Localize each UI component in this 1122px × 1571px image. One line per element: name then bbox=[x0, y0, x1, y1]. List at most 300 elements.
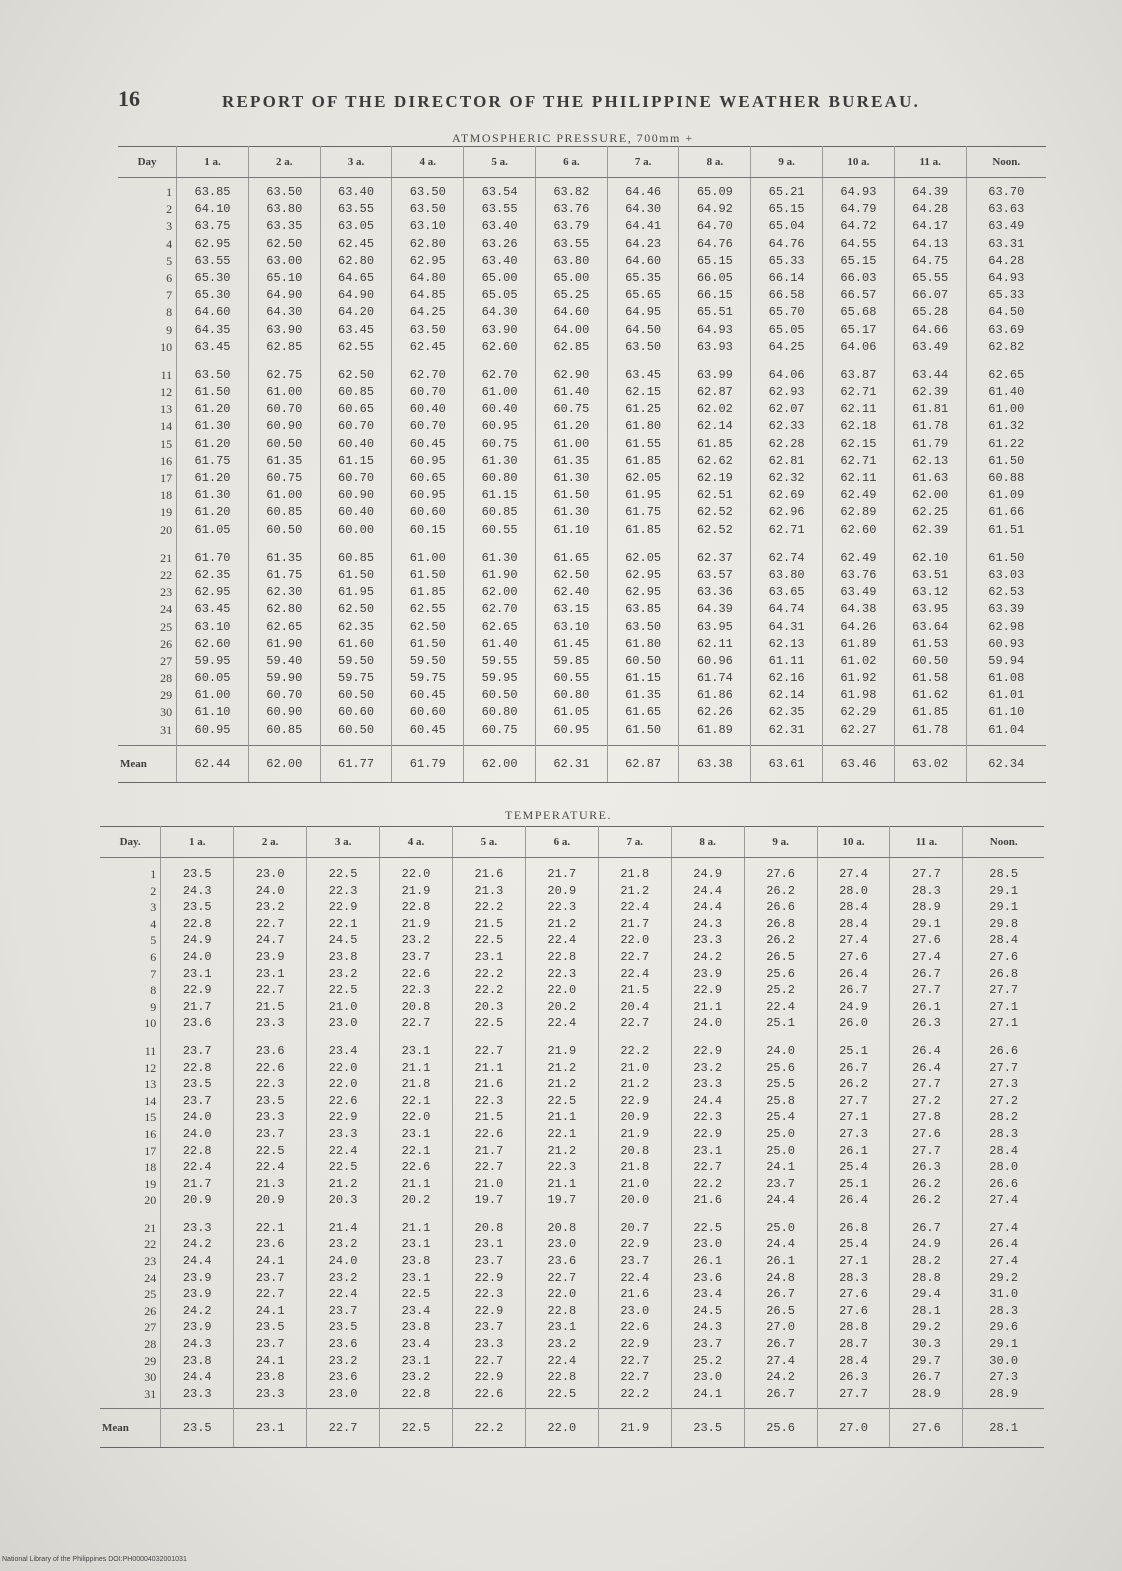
table-cell: 61.65 bbox=[625, 705, 662, 720]
table-cell: 24.7 bbox=[255, 933, 285, 948]
day-number: 10 bbox=[144, 1016, 157, 1031]
day-number: 10 bbox=[160, 339, 173, 354]
table-cell: 62.70 bbox=[409, 367, 446, 382]
table-cell: 60.50 bbox=[266, 436, 303, 451]
table-cell: 21.9 bbox=[401, 916, 431, 931]
table-cell: 23.0 bbox=[693, 1370, 723, 1385]
table-cell: 20.8 bbox=[401, 999, 431, 1014]
table-cell: 64.30 bbox=[266, 305, 303, 320]
table-cell: 27.4 bbox=[766, 1353, 795, 1368]
table-cell: 66.03 bbox=[840, 270, 877, 285]
table-cell: 61.30 bbox=[553, 471, 590, 485]
table-cell: 59.50 bbox=[338, 653, 375, 668]
table-cell: 23.6 bbox=[693, 1270, 723, 1285]
table-cell: 28.4 bbox=[839, 900, 868, 915]
table-cell: 61.30 bbox=[553, 505, 590, 520]
table-cell: 24.4 bbox=[766, 1193, 795, 1208]
table-cell: 60.70 bbox=[409, 385, 446, 400]
table-cell: 26.3 bbox=[912, 1160, 941, 1175]
table-cell: 60.15 bbox=[409, 522, 446, 537]
table-cell: 60.60 bbox=[409, 505, 446, 520]
table-cell: 61.40 bbox=[481, 636, 518, 651]
table-cell: 27.1 bbox=[839, 1110, 868, 1125]
table-cell: 62.90 bbox=[553, 367, 590, 382]
table-cell: 22.8 bbox=[182, 1060, 212, 1075]
table-cell: 25.0 bbox=[766, 1143, 795, 1158]
table-cell: 22.7 bbox=[255, 916, 285, 931]
pressure-columns-5-column bbox=[535, 178, 607, 746]
temperature-columns-9-column bbox=[817, 858, 890, 1409]
day-number: 4 bbox=[150, 916, 157, 931]
table-cell: 23.7 bbox=[328, 1303, 358, 1318]
table-cell: 22.5 bbox=[255, 1143, 285, 1158]
table-cell: 19.7 bbox=[474, 1193, 504, 1208]
pressure-columns-0-column bbox=[177, 178, 249, 746]
table-cell: 61.80 bbox=[625, 419, 662, 434]
pressure-header-9: 9 a. bbox=[751, 147, 823, 178]
day-number: 1 bbox=[150, 867, 157, 881]
table-cell: 28.2 bbox=[912, 1254, 941, 1269]
table-cell: 22.7 bbox=[620, 1353, 650, 1368]
mean-value: 23.1 bbox=[234, 1409, 307, 1448]
table-cell: 62.50 bbox=[338, 602, 375, 617]
pressure-header-4: 4 a. bbox=[392, 147, 464, 178]
mean-value: 63.02 bbox=[894, 745, 966, 782]
table-cell: 20.8 bbox=[547, 1220, 577, 1235]
table-cell: 59.75 bbox=[338, 671, 375, 686]
table-cell: 61.20 bbox=[553, 419, 590, 434]
table-cell: 62.11 bbox=[840, 402, 877, 417]
table-cell: 62.62 bbox=[696, 453, 733, 468]
table-cell: 22.0 bbox=[401, 867, 431, 881]
table-cell: 63.40 bbox=[481, 253, 518, 268]
table-cell: 60.80 bbox=[553, 688, 590, 703]
table-cell: 26.1 bbox=[912, 999, 941, 1014]
table-cell: 22.8 bbox=[401, 1386, 431, 1401]
table-cell: 62.40 bbox=[553, 585, 590, 600]
table-cell: 23.3 bbox=[182, 1220, 212, 1235]
table-cell: 61.95 bbox=[625, 488, 662, 503]
table-cell: 61.22 bbox=[988, 436, 1025, 451]
table-cell: 29.1 bbox=[989, 883, 1019, 898]
table-cell: 21.2 bbox=[547, 1060, 577, 1075]
table-cell: 21.7 bbox=[474, 1143, 504, 1158]
pressure-header-12: Noon. bbox=[966, 147, 1046, 178]
mean-value: 22.2 bbox=[452, 1409, 525, 1448]
table-cell: 60.50 bbox=[912, 653, 949, 668]
table-cell: 60.50 bbox=[338, 688, 375, 703]
mean-value: 63.61 bbox=[751, 745, 823, 782]
day-number: 24 bbox=[144, 1270, 157, 1285]
table-cell: 65.00 bbox=[481, 270, 518, 285]
temperature-header-6: 6 a. bbox=[525, 827, 598, 858]
table-cell: 61.40 bbox=[553, 385, 590, 400]
table-cell: 29.4 bbox=[912, 1287, 941, 1302]
table-cell: 63.55 bbox=[338, 202, 375, 217]
table-cell: 60.95 bbox=[409, 453, 446, 468]
table-cell: 22.7 bbox=[474, 1160, 504, 1175]
day-number: 19 bbox=[144, 1176, 157, 1191]
table-cell: 22.1 bbox=[328, 916, 358, 931]
table-cell: 60.40 bbox=[338, 505, 375, 520]
table-cell: 66.14 bbox=[768, 270, 805, 285]
table-cell: 61.10 bbox=[194, 705, 231, 720]
table-cell: 23.1 bbox=[401, 1237, 431, 1252]
table-cell: 21.5 bbox=[474, 1110, 504, 1125]
table-cell: 24.4 bbox=[693, 883, 723, 898]
table-cell: 22.5 bbox=[547, 1386, 577, 1401]
table-cell: 24.4 bbox=[182, 1370, 212, 1385]
table-cell: 23.2 bbox=[328, 1270, 358, 1285]
table-cell: 61.00 bbox=[266, 488, 303, 503]
table-cell: 23.6 bbox=[182, 1016, 212, 1031]
table-cell: 63.76 bbox=[840, 567, 877, 582]
table-cell: 62.74 bbox=[768, 550, 805, 565]
table-cell: 26.6 bbox=[989, 1176, 1019, 1191]
table-cell: 60.96 bbox=[696, 653, 733, 668]
table-cell: 62.15 bbox=[625, 385, 662, 400]
day-number: 23 bbox=[160, 585, 173, 600]
table-cell: 61.00 bbox=[553, 436, 590, 451]
table-cell: 64.60 bbox=[194, 305, 231, 320]
day-number: 15 bbox=[160, 436, 173, 451]
table-cell: 23.0 bbox=[547, 1237, 577, 1252]
table-cell: 22.5 bbox=[328, 1160, 358, 1175]
table-cell: 63.49 bbox=[912, 339, 949, 354]
table-cell: 21.1 bbox=[547, 1110, 577, 1125]
table-cell: 63.49 bbox=[988, 219, 1025, 234]
table-cell: 22.4 bbox=[547, 933, 577, 948]
table-cell: 63.57 bbox=[696, 567, 733, 582]
table-cell: 62.50 bbox=[553, 567, 590, 582]
table-cell: 21.9 bbox=[401, 883, 431, 898]
table-cell: 62.50 bbox=[266, 236, 303, 251]
table-cell: 61.15 bbox=[338, 453, 375, 468]
table-cell: 61.90 bbox=[266, 636, 303, 651]
table-cell: 61.50 bbox=[338, 567, 375, 582]
table-cell: 62.28 bbox=[768, 436, 805, 451]
table-cell: 63.90 bbox=[481, 322, 518, 337]
table-cell: 23.3 bbox=[182, 1386, 212, 1401]
table-cell: 24.4 bbox=[693, 900, 723, 915]
table-cell: 28.4 bbox=[839, 1353, 868, 1368]
table-cell: 22.4 bbox=[182, 1160, 212, 1175]
table-cell: 62.95 bbox=[409, 253, 446, 268]
table-cell: 23.1 bbox=[401, 1270, 431, 1285]
day-number: 6 bbox=[166, 270, 173, 285]
pressure-header-8: 8 a. bbox=[679, 147, 751, 178]
table-cell: 26.6 bbox=[989, 1043, 1019, 1058]
table-cell: 27.3 bbox=[989, 1077, 1019, 1092]
table-cell: 62.50 bbox=[338, 367, 375, 382]
table-cell: 27.7 bbox=[989, 983, 1019, 998]
table-cell: 23.7 bbox=[255, 1126, 285, 1141]
table-cell: 64.95 bbox=[625, 305, 662, 320]
table-cell: 26.7 bbox=[839, 983, 868, 998]
pressure-columns-6-column bbox=[607, 178, 679, 746]
table-cell: 20.9 bbox=[255, 1193, 285, 1208]
table-cell: 23.4 bbox=[328, 1043, 358, 1058]
table-cell: 21.1 bbox=[401, 1060, 431, 1075]
table-cell: 63.55 bbox=[194, 253, 231, 268]
table-cell: 28.4 bbox=[989, 1143, 1019, 1158]
table-cell: 60.70 bbox=[338, 471, 375, 485]
table-cell: 60.88 bbox=[988, 471, 1025, 485]
table-cell: 63.82 bbox=[553, 185, 590, 199]
table-cell: 63.95 bbox=[696, 619, 733, 634]
table-cell: 62.35 bbox=[768, 705, 805, 720]
table-cell: 61.90 bbox=[481, 567, 518, 582]
table-cell: 20.2 bbox=[401, 1193, 431, 1208]
table-cell: 60.85 bbox=[338, 385, 375, 400]
table-cell: 22.3 bbox=[328, 883, 358, 898]
table-cell: 24.1 bbox=[255, 1254, 285, 1269]
table-cell: 62.49 bbox=[840, 488, 877, 503]
table-cell: 24.0 bbox=[766, 1043, 795, 1058]
table-cell: 22.9 bbox=[620, 1237, 650, 1252]
table-cell: 63.12 bbox=[912, 585, 949, 600]
table-cell: 22.7 bbox=[620, 1016, 650, 1031]
table-cell: 26.4 bbox=[839, 966, 868, 981]
table-cell: 27.7 bbox=[912, 867, 941, 881]
table-cell: 22.9 bbox=[182, 983, 212, 998]
table-cell: 24.4 bbox=[693, 1093, 723, 1108]
table-cell: 63.70 bbox=[988, 185, 1025, 199]
table-cell: 22.2 bbox=[693, 1176, 723, 1191]
table-cell: 26.3 bbox=[839, 1370, 868, 1385]
table-cell: 22.2 bbox=[474, 966, 504, 981]
table-cell: 21.3 bbox=[474, 883, 504, 898]
table-cell: 62.65 bbox=[481, 619, 518, 634]
table-cell: 59.90 bbox=[266, 671, 303, 686]
table-cell: 22.4 bbox=[255, 1160, 285, 1175]
table-cell: 20.8 bbox=[474, 1220, 504, 1235]
temperature-columns-6-column bbox=[598, 858, 671, 1409]
table-cell: 64.17 bbox=[912, 219, 949, 234]
table-cell: 23.5 bbox=[255, 1093, 285, 1108]
table-cell: 64.80 bbox=[409, 270, 446, 285]
table-cell: 22.4 bbox=[766, 999, 795, 1014]
table-cell: 60.45 bbox=[409, 722, 446, 737]
table-cell: 60.75 bbox=[553, 402, 590, 417]
table-cell: 22.3 bbox=[693, 1110, 723, 1125]
table-cell: 63.50 bbox=[409, 202, 446, 217]
day-number: 3 bbox=[166, 219, 173, 234]
table-cell: 62.11 bbox=[696, 636, 733, 651]
table-cell: 22.4 bbox=[620, 900, 650, 915]
table-cell: 21.0 bbox=[620, 1060, 650, 1075]
mean-value: 61.79 bbox=[392, 745, 464, 782]
table-cell: 60.50 bbox=[338, 722, 375, 737]
table-cell: 62.95 bbox=[194, 585, 231, 600]
table-cell: 22.7 bbox=[255, 1287, 285, 1302]
temperature-table bbox=[100, 826, 1044, 1448]
table-cell: 63.50 bbox=[266, 185, 303, 199]
table-cell: 60.75 bbox=[481, 436, 518, 451]
table-cell: 21.1 bbox=[401, 1220, 431, 1235]
mean-label: Mean bbox=[100, 1409, 161, 1448]
table-cell: 61.10 bbox=[553, 522, 590, 537]
table-cell: 62.75 bbox=[266, 367, 303, 382]
table-cell: 24.9 bbox=[912, 1237, 941, 1252]
table-cell: 64.55 bbox=[840, 236, 877, 251]
table-cell: 61.58 bbox=[912, 671, 949, 686]
table-cell: 22.4 bbox=[328, 1143, 358, 1158]
table-cell: 26.7 bbox=[912, 1370, 941, 1385]
table-cell: 64.13 bbox=[912, 236, 949, 251]
table-cell: 27.7 bbox=[989, 1060, 1019, 1075]
table-cell: 21.0 bbox=[620, 1176, 650, 1191]
table-cell: 26.2 bbox=[912, 1176, 941, 1191]
table-cell: 20.8 bbox=[620, 1143, 650, 1158]
mean-value: 28.1 bbox=[963, 1409, 1044, 1448]
table-cell: 27.6 bbox=[766, 867, 795, 881]
table-cell: 24.9 bbox=[182, 933, 212, 948]
table-cell: 22.1 bbox=[401, 1143, 431, 1158]
table-cell: 23.4 bbox=[401, 1303, 431, 1318]
table-cell: 63.40 bbox=[481, 219, 518, 234]
table-cell: 63.64 bbox=[912, 619, 949, 634]
table-cell: 21.9 bbox=[547, 1043, 577, 1058]
temperature-header-11: 11 a. bbox=[890, 827, 963, 858]
table-cell: 27.4 bbox=[839, 867, 868, 881]
day-number: 26 bbox=[160, 636, 173, 651]
table-cell: 28.8 bbox=[912, 1270, 941, 1285]
table-cell: 63.45 bbox=[338, 322, 375, 337]
table-cell: 62.65 bbox=[266, 619, 303, 634]
table-cell: 27.6 bbox=[839, 1287, 868, 1302]
pressure-columns-8-column bbox=[751, 178, 823, 746]
table-cell: 28.3 bbox=[839, 1270, 868, 1285]
table-cell: 22.7 bbox=[620, 949, 650, 964]
table-cell: 21.5 bbox=[474, 916, 504, 931]
table-cell: 60.85 bbox=[338, 550, 375, 565]
table-cell: 29.1 bbox=[912, 916, 941, 931]
table-cell: 24.3 bbox=[182, 883, 212, 898]
table-cell: 65.17 bbox=[840, 322, 877, 337]
table-cell: 63.50 bbox=[194, 367, 231, 382]
table-cell: 60.40 bbox=[338, 436, 375, 451]
table-cell: 25.1 bbox=[839, 1176, 868, 1191]
table-cell: 27.4 bbox=[989, 1193, 1019, 1208]
table-cell: 26.1 bbox=[766, 1254, 795, 1269]
table-cell: 63.36 bbox=[696, 585, 733, 600]
table-cell: 20.4 bbox=[620, 999, 650, 1014]
table-cell: 23.1 bbox=[182, 966, 212, 981]
table-cell: 22.0 bbox=[328, 1077, 358, 1092]
table-cell: 61.04 bbox=[988, 722, 1025, 737]
table-cell: 22.0 bbox=[620, 933, 650, 948]
table-cell: 59.85 bbox=[553, 653, 590, 668]
table-cell: 62.80 bbox=[266, 602, 303, 617]
table-cell: 23.1 bbox=[474, 1237, 504, 1252]
table-cell: 63.50 bbox=[409, 322, 446, 337]
table-cell: 22.3 bbox=[547, 1160, 577, 1175]
day-number: 18 bbox=[160, 488, 173, 503]
table-cell: 62.69 bbox=[768, 488, 805, 503]
table-cell: 63.80 bbox=[266, 202, 303, 217]
table-cell: 23.8 bbox=[401, 1254, 431, 1269]
table-cell: 64.74 bbox=[768, 602, 805, 617]
table-cell: 20.9 bbox=[620, 1110, 650, 1125]
temperature-header-9: 9 a. bbox=[744, 827, 817, 858]
table-cell: 26.2 bbox=[912, 1193, 941, 1208]
table-cell: 22.7 bbox=[401, 1016, 431, 1031]
table-cell: 23.7 bbox=[766, 1176, 795, 1191]
table-cell: 62.95 bbox=[625, 567, 662, 582]
table-cell: 24.0 bbox=[255, 883, 285, 898]
table-cell: 64.10 bbox=[194, 202, 231, 217]
table-cell: 25.2 bbox=[693, 1353, 723, 1368]
table-cell: 61.00 bbox=[409, 550, 446, 565]
table-cell: 61.53 bbox=[912, 636, 949, 651]
table-cell: 28.2 bbox=[989, 1110, 1019, 1125]
table-cell: 23.7 bbox=[620, 1254, 650, 1269]
table-cell: 61.62 bbox=[912, 688, 949, 703]
pressure-columns-3-column bbox=[392, 178, 464, 746]
table-cell: 64.25 bbox=[409, 305, 446, 320]
table-cell: 23.1 bbox=[401, 1043, 431, 1058]
day-number: 28 bbox=[144, 1337, 157, 1352]
table-cell: 23.6 bbox=[255, 1237, 285, 1252]
table-cell: 62.45 bbox=[409, 339, 446, 354]
table-cell: 62.18 bbox=[840, 419, 877, 434]
table-cell: 60.65 bbox=[409, 471, 446, 485]
table-cell: 62.52 bbox=[696, 505, 733, 520]
table-cell: 22.2 bbox=[474, 983, 504, 998]
table-cell: 62.00 bbox=[481, 585, 518, 600]
table-cell: 23.7 bbox=[182, 1043, 212, 1058]
table-cell: 62.00 bbox=[912, 488, 949, 503]
table-cell: 63.45 bbox=[625, 367, 662, 382]
table-cell: 62.80 bbox=[338, 253, 375, 268]
temperature-header-row bbox=[100, 827, 1044, 858]
table-cell: 61.50 bbox=[553, 488, 590, 503]
table-cell: 61.01 bbox=[988, 688, 1025, 703]
table-cell: 63.10 bbox=[194, 619, 231, 634]
day-number: 1 bbox=[166, 185, 173, 199]
table-cell: 22.9 bbox=[693, 983, 723, 998]
table-cell: 26.4 bbox=[839, 1193, 868, 1208]
table-cell: 24.8 bbox=[766, 1270, 795, 1285]
table-cell: 65.10 bbox=[266, 270, 303, 285]
table-cell: 22.4 bbox=[328, 1287, 358, 1302]
table-cell: 22.3 bbox=[255, 1077, 285, 1092]
table-cell: 25.6 bbox=[766, 966, 795, 981]
table-cell: 23.1 bbox=[401, 1126, 431, 1141]
table-cell: 26.7 bbox=[912, 1220, 941, 1235]
mean-value: 63.38 bbox=[679, 745, 751, 782]
table-cell: 62.16 bbox=[768, 671, 805, 686]
table-cell: 60.55 bbox=[481, 522, 518, 537]
table-cell: 23.0 bbox=[693, 1237, 723, 1252]
table-cell: 22.7 bbox=[620, 1370, 650, 1385]
day-number: 5 bbox=[150, 933, 157, 948]
day-number: 17 bbox=[160, 471, 173, 485]
table-cell: 64.38 bbox=[840, 602, 877, 617]
day-number: 13 bbox=[160, 402, 173, 417]
pressure-header-1: 1 a. bbox=[177, 147, 249, 178]
table-cell: 27.8 bbox=[912, 1110, 941, 1125]
table-cell: 62.31 bbox=[768, 722, 805, 737]
table-cell: 64.30 bbox=[625, 202, 662, 217]
table-cell: 21.7 bbox=[547, 867, 577, 881]
temperature-columns-8-column bbox=[744, 858, 817, 1409]
table-cell: 61.66 bbox=[988, 505, 1025, 520]
table-cell: 25.1 bbox=[839, 1043, 868, 1058]
table-cell: 24.0 bbox=[328, 1254, 358, 1269]
table-cell: 64.93 bbox=[840, 185, 877, 199]
